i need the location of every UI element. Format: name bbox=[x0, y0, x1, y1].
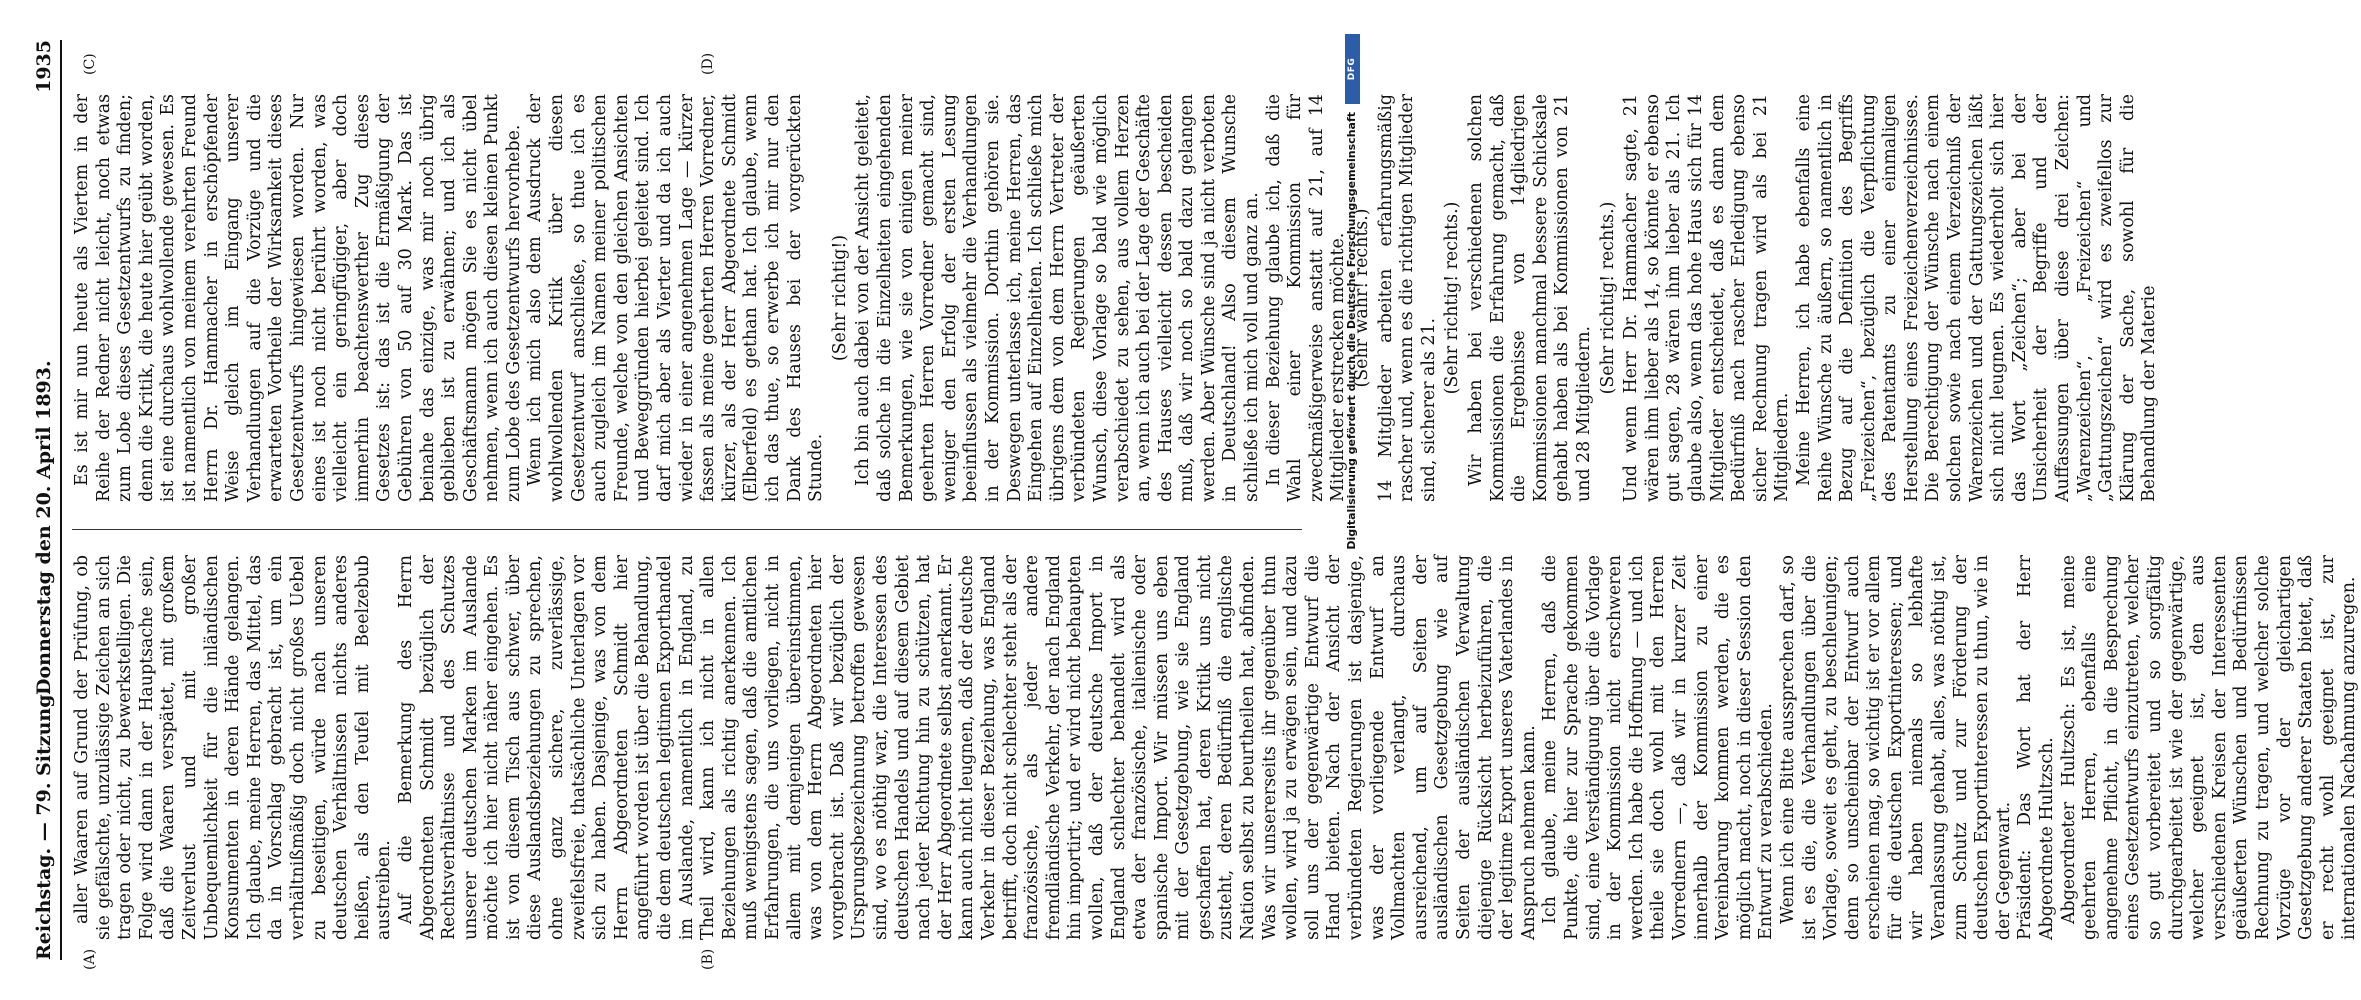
paragraph: (Sehr wahr! rechts.) bbox=[1352, 208, 1373, 388]
column-divider bbox=[72, 529, 1302, 530]
paragraph: Präsident: Das Wort hat der Herr Abgeordnete Hultzsch. bbox=[2015, 555, 2058, 940]
paragraph: Wir haben bei verschiedenen solchen Kommissionen die Erfahrung gemacht, daß die Ergebnisse von 14gliedrigen Kommissionen manchmal bessere Schicksale gehabt haben als bei Kommissionen von 21 und 28 Mitgliedern. bbox=[1466, 94, 1594, 502]
footer bbox=[1345, 0, 1365, 1000]
header-left: Reichstag. — 79. Sitzung. bbox=[33, 687, 55, 960]
margin-mark-b: (B) bbox=[700, 948, 716, 970]
footer-credit: Digitalisierung gefördert durch die Deutsche Forschungsgemeinschaft bbox=[1345, 112, 1358, 550]
paragraph: Und wenn Herr Dr. Hammacher sagte, 21 wären ihm lieber als 14, so könnte er ebenso gut sagen, 28 wären ihm lieber als 21. Ich glaube also, wenn das hohe Haus sich für 14 Mitglieder entscheidet, daß es dann dem Bedürfniß nach rascher Erledigung ebenso sicher Rechnung tragen wird als bei 21 Mitgliedern. bbox=[1621, 94, 1793, 502]
page-header bbox=[30, 40, 62, 960]
paragraph: aller Waaren auf Grund der Prüfung, ob sie gefälschte, unzulässige Zeichen an sich tragen oder nicht, zu bewerkstelligen. Die Folge wird dann in der Hauptsache sein, daß die Waaren verspätet, mit großem Zeitverlust und mit großer Unbequemlichkeit für die inländischen Konsumenten in deren Hände gelangen. Ich glaube, meine Herren, das Mittel, das da in Vorschlag gebracht ist, um ein verhältnißmäßig doch nicht großes Uebel zu beseitigen, würde nach unseren deutschen Verhältnissen nichts anderes heißen, als den Teufel mit Beelzebub austreiben. bbox=[72, 555, 395, 940]
header-center: Donnerstag den 20. April 1893. bbox=[33, 360, 55, 695]
paragraph: Meine Herren, ich habe ebenfalls eine Reihe Wünsche zu äußern, so namentlich in Bezug auf die Definition des Begriffs „Freizeichen“, bezüglich die Verpflichtung des Patentamts zu einer einmaligen Herstellung eines Freizeichenverzeichnisses. Die Berechtigung der Wünsche nach einem solchen sowie nach einem Verzeichniß der Warenzeichen und der Gattungszeichen läßt sich nicht leugnen. Es wiederholt sich hier das Wort „Zeichen“; aber bei der Unsicherheit der Begriffe und der Auffassungen über diese drei Zeichen: „Warenzeichen“, „Freizeichen“ und „Gattungszeichen“ wird es zweifellos zur Klärung der Sache, sowohl für die Behandlung der Materie bbox=[1793, 94, 2160, 502]
paragraph: (Sehr richtig! rechts.) bbox=[1442, 201, 1463, 395]
text-column-left bbox=[72, 555, 2360, 940]
paragraph: Wenn ich eine Bitte aussprechen darf, so ist es die, die Verhandlungen über die Vorlage, soweit es geht, zu beschleunigen; denn so unscheinbar der Entwurf auch erscheinen mag, so wichtig ist er vor allem für die deutschen Exportinteressen; und wir haben niemals so lebhafte Veranlassung gehabt, alles, was nöthig ist, zum Schutz und zur Förderung der deutschen Exportinteressen zu thun, wie in der Gegenwart. bbox=[1777, 555, 2014, 940]
paragraph: Abgeordneter Hultzsch: Es ist, meine geehrten Herren, ebenfalls eine angenehme Pflicht, in die Besprechung eines Gesetzentwurfs einzutreten, welcher so gut vorbereitet und so sorgfältig durchgearbeitet ist wie der gegenwärtige, welcher geeignet ist, den aus verschiedenen Kreisen der Interessenten geäußerten Wünschen und Bedürfnissen Rechnung zu tragen, und welcher solche Vorzüge vor der gleichartigen Gesetzgebung anderer Staaten bietet, daß er recht wohl geeignet ist, zur internationalen Nachahmung anzuregen. bbox=[2058, 555, 2360, 940]
paragraph: In dieser Beziehung glaube ich, daß die Wahl einer Kommission für zweckmäßigerweise anstatt auf 21, auf 14 Mitglieder erstrecken möchte. bbox=[1263, 94, 1349, 502]
paragraph: Wenn ich mich also dem Ausdruck der wohlwollenden Kritik über diesen Gesetzentwurf anschließe, so thue ich es auch zugleich im Namen meiner politischen Freunde, welche von den gleichen Ansichten und Beweggründen hierbei geleitet sind. Ich darf mich aber als Vierter und da ich auch wieder in einer angenehmen Lage — kürzer fassen als meine geehrten Herren Vorredner, kürzer, als der Herr Abgeordnete Schmidt (Elberfeld) es gethan hat. Ich glaube, wenn ich das thue, so erwerbe ich mir nur den Dank des Hauses bei der vorgerückten Stunde. bbox=[525, 94, 827, 502]
paragraph: (Sehr richtig!) bbox=[829, 234, 850, 362]
paragraph: Ich bin auch dabei von der Ansicht geleitet, daß solche in die Einzelheiten eingehenden Bemerkungen, wie sie von einigen meiner geehrten Herren Vorredner gemacht sind, weniger den Erfolg der ersten Lesung beeinflussen als vielmehr die Verhandlungen in der Kommission. Dorthin gehören sie. Deswegen unterlasse ich, meine Herren, das Eingehen auf Einzelheiten. Ich schließe mich übrigens dem von dem Herrn Vertreter der verbündeten Regierungen geäußerten Wunsch, diese Vorlage so bald wie möglich verabschiedet zu sehen, aus vollem Herzen an, wenn ich auch bei der Lage der Geschäfte des Hauses vielleicht dessen bescheiden muß, daß wir noch so bald dazu gelangen werden. Aber Wünsche sind ja nicht verboten in Deutschland! Also diesem Wunsche schließe ich mich voll und ganz an. bbox=[853, 94, 1263, 502]
paragraph: (Sehr richtig! rechts.) bbox=[1597, 201, 1618, 395]
margin-mark-a: (A) bbox=[82, 948, 98, 970]
margin-mark-d: (D) bbox=[700, 52, 716, 75]
dfg-logo: DFG bbox=[1345, 34, 1360, 104]
page-number: 1935 bbox=[33, 40, 55, 93]
paragraph: 14 Mitglieder arbeiten erfahrungsmäßig rascher und, wenn es die richtigen Mitglieder sind, sicherer als 21. bbox=[1375, 94, 1439, 502]
paragraph: Ich glaube, meine Herren, daß die Punkte, die hier zur Sprache gekommen sind, eine Verständigung über die Vorlage in der Kommission nicht erschweren werden. Ich habe die Hoffnung — und ich theile sie doch wohl mit den Herren Vorrednern —, daß wir in kurzer Zeit innerhalb der Kommission zu einer Vereinbarung kommen werden, die es möglich macht, noch in dieser Session den Entwurf zu verabschieden. bbox=[1540, 555, 1777, 940]
paragraph: Auf die Bemerkung des Herrn Abgeordneten Schmidt bezüglich der Rechtsverhältnisse und des Schutzes unserer deutschen Marken im Auslande möchte ich hier nicht näher eingehen. Es ist von diesem Tisch aus schwer, über diese Auslandsbeziehungen zu sprechen, ohne ganz sichere, zuverlässige, zweifelsfreie, thatsächliche Unterlagen vor sich zu haben. Dasjenige, was von dem Herrn Abgeordneten Schmidt hier angeführt worden ist über die Behandlung, die dem deutschen legitimen Exporthandel im Auslande, namentlich in England, zu Theil wird, kann ich nicht in allen Beziehungen als richtig anerkennen. Ich muß wenigstens sagen, daß die amtlichen Erfahrungen, die uns vorliegen, nicht in allem mit demjenigen übereinstimmen, was von dem Herrn Abgeordneten hier vorgebracht ist. Daß wir bezüglich der Ursprungsbezeichnung betroffen gewesen sind, wo es nöthig war, die Interessen des deutschen Handels und auf diesem Gebiet nach jeder Richtung hin zu schützen, hat der Herr Abgeordnete selbst anerkannt. Er kann auch nicht leugnen, daß der deutsche Verkehr in dieser Beziehung, was England betrifft, doch nicht schlechter steht als der französische, als jeder andere fremdländische Verkehr, der nach England hin importirt; und er wird nicht behaupten wollen, daß der deutsche Import in England schlechter behandelt wird als etwa der französische, italienische oder spanische Import. Wir müssen uns eben mit der Gesetzgebung, wie sie England geschaffen hat, deren Kritik uns nicht zusteht, deren Bedürfniß die englische Nation selbst zu beurtheilen hat, abfinden. Was wir unsererseits ihr gegenüber thun wollen, wird ja zu erwägen sein, und dazu soll uns der gegenwärtige Entwurf die Hand bieten. Nach der Ansicht der verbündeten Regierungen ist dasjenige, was der vorliegende Entwurf an Vollmachten verlangt, durchaus ausreichend, um auf Seiten der ausländischen Gesetzgebung wie auf Seiten der ausländischen Verwaltung diejenige Rücksicht herbeizuführen, die der legitime Export unseres Vaterlandes in Anspruch nehmen kann. bbox=[395, 555, 1539, 940]
margin-mark-c: (C) bbox=[82, 53, 98, 75]
paragraph: Es ist mir nun heute als Viertem in der Reihe der Redner nicht leicht, noch etwas zum Lobe dieses Gesetzentwurfs zu finden; denn die Kritik, die heute hier geübt worden, ist eine durchaus wohlwollende gewesen. Es ist namentlich von meinem verehrten Freund Herrn Dr. Hammacher in erschöpfender Weise gleich im Eingang unserer Verhandlungen auf die Vorzüge und die erwarteten Vortheile der Wirksamkeit dieses Gesetzentwurfs hingewiesen worden. Nur eines ist noch nicht berührt worden, was vielleicht ein geringfügiger, aber doch immerhin beachtenswerther Zug dieses Gesetzes ist: das ist die Ermäßigung der Gebühren von 50 auf 30 Mark. Das ist beinahe das einzige, was mir noch übrig geblieben ist zu erwähnen; und ich als Geschäftsmann mögen Sie es nicht übel nehmen, wenn ich auch diesen kleinen Punkt zum Lobe des Gesetzentwurfs hervorhebe. bbox=[72, 94, 524, 502]
